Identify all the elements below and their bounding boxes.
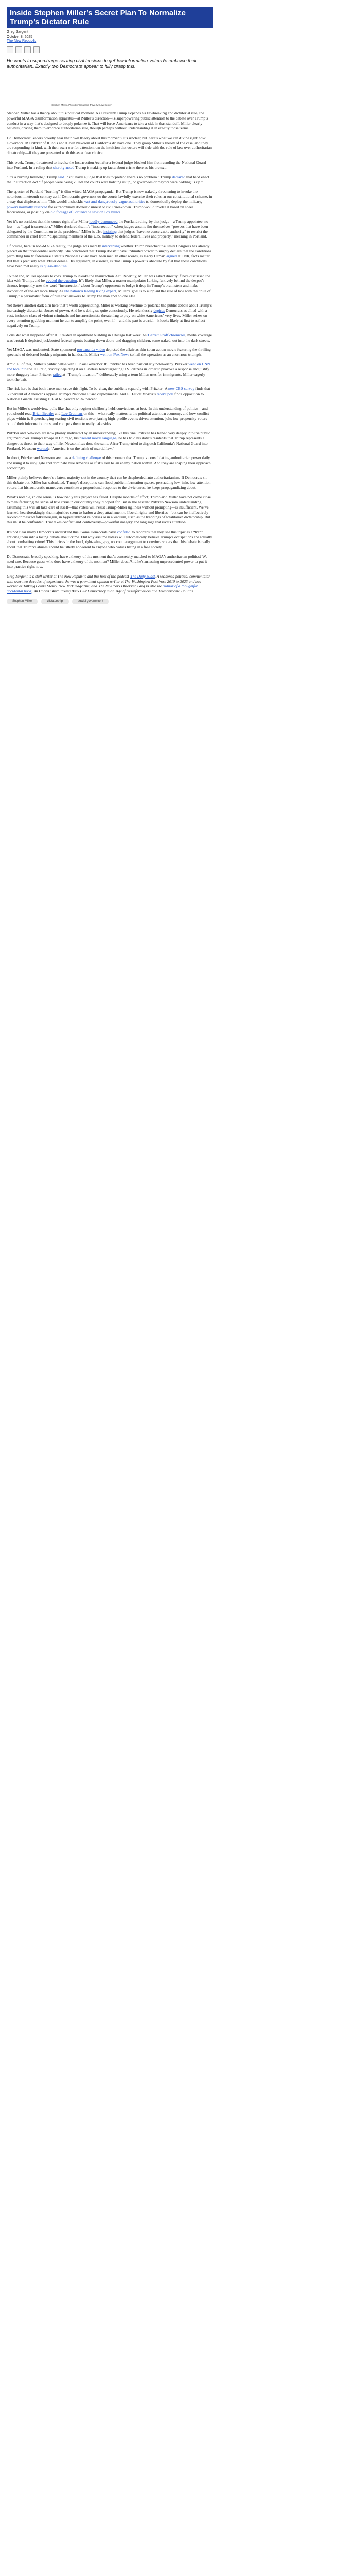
author-name: Greg Sargent — [7, 30, 29, 34]
article — [7, 7, 213, 604]
paragraph: Amid all of this, Miller’s public battle with Illinois Governor JB Pritzker has been particularly noteworthy. Pritzker went on CNN and tore into the ICE raid, vividly depicting it as a lawless terror targeting U.S. citizens in order to provoke a response and justify more thuggery later. Pritzker railed at “Trump’s invasion,” deliberately using a term Miller uses for immigrants. Miller eagerly took the bait. — [7, 362, 210, 382]
facebook-share-icon[interactable] — [7, 46, 13, 53]
headline-banner — [7, 7, 213, 28]
share-buttons — [7, 46, 213, 53]
reddit-share-icon[interactable] — [24, 46, 31, 53]
article-dek: He wants to supercharge searing civil tensions to get low-information voters to embrace their authoritarian. Exactly two Democrats appear to fully grasp this. — [7, 58, 197, 69]
publish-date: October 8, 2025 — [7, 35, 33, 39]
photo-caption: Stephen Miller. Photo by/ Southern Poverty Law Center — [51, 104, 112, 107]
paragraph: Of course, here in non-MAGA reality, the judge was merely intervening whether Trump breached the limits Congress has already placed on that presidential authority. She concluded that Trump doesn’t have unlimited power to simply declare that the conditions permitting him to federalize a state’s National Guard have been met. In other words, as Harry Litman argued at TNR, facts matter. But that’s precisely what Miller denies. His argument, in essence, is that Trump’s power is absolute by fiat that those conditions have been met really is quasi-absolute. — [7, 243, 211, 269]
tag-pill[interactable]: dictatorship — [41, 599, 69, 604]
paragraph: Do Democratic leaders broadly hear their own theory about this moment? It’s unclear, but here’s what we can divine right now: Governors JB Pritzker of Illinois and Gavin Newsom of California do have one. They grasp Miller’s theory of the case, and they are responding in kind, with their own war for attention, on the intuition that voters will side with the rule of law over authoritarian dictatorship—if they are presented with this as a clear choice. — [7, 135, 212, 156]
paragraph: Stephen Miller has a theory about this political moment. As President Trump expands his lawbreaking and dictatorial rule, the powerful MAGA disinformation apparatus—at Miller’s direction—is superpowering public attention to the debate over Trump’s conduct in a way that’s designed to deeply polarize it. That will force Americans to take a side in that standoff. Miller clearly believes, driving them to embrace authoritarian rule, though perhaps without understanding it in exactly those terms. — [7, 111, 208, 131]
paragraph: Miller plainly believes there’s a latent majority out in the country that can be shepherded into authoritarianism. If Democrats sit this debate out, Miller has calculated, Trump’s deceptions can flood public information spaces, persuading low-info, low-attention voters that his autocratic maneuvers constitute a proportional response to the civic unrest he keeps propagandizing about. — [7, 475, 211, 490]
paragraph: Pritzker and Newsom are now plainly motivated by an understanding like this one. Pritzker has leaned very deeply into the public argument over Trump’s troops in Chicago, his present moral language, he has told his state’s residents that Trump represents a dangerous threat to their way of life. Newsom has done the same. After Trump tried to dispatch California’s National Guard into Portland, Newsom warned: “America is on the brink of martial law.” — [7, 431, 210, 451]
paragraph: Yet it’s no accident that this comes right after Miller loudly denounced the Portland ruling by that judge—a Trump appointee, no less—as “legal insurrection.” Miller declared that it’s “insurrection” when judges assume for themselves “powers that have been delegated by the Constitution to the president.” Miller is also insisting that judges “have no conceivable authority” to restrict the commander in chief from “dispatching members of the U.S. military to defend federal lives and property,” meaning in Portland. — [7, 218, 208, 239]
author-bio: Greg Sargent is a staff writer at The New Republic and the host of the podcast The Daily Blast. A seasoned political commentator with over two decades of experience, he was a prominent opinion writer at The Washington Post from 2010 to 2023 and has worked at Talking Points Memo, New York magazine, and The New York Observer. Greg is also the author of a thoughtful accidental book, An Uncivil War: Taking Back Our Democracy in an Age of Disinformation and Thunderdome Politics. — [7, 573, 210, 594]
article-photo — [7, 74, 156, 104]
paragraph: Yet MAGA was undaunted. State-sponsored propaganda video depicted the affair as akin to an action movie featuring the thrilling spectacle of debased-looking migrants in handcuffs. Miller went on Fox News to hail the operation as an enormous triumph. — [7, 347, 211, 357]
twitter-share-icon[interactable] — [15, 46, 22, 53]
paragraph: Yet there’s another dark aim here that’s worth appreciating. Miller is working overtime to polarize the public debate about Trump’s increasingly dictatorial abuses of power. And he’s doing so quite consciously. He relentlessly depicts Democrats as allied with a vast, inchoate class of violent criminals and insurrectionists threatening to prey on white Americans’ very lives. Miller seizes on every attention-grabbing moment he can to amplify the point, even if—and this part is crucial—it looks likely at first to reflect negatively on Trump. — [7, 303, 212, 328]
article-title: Inside Stephen Miller’s Secret Plan To Normalize Trump’s Dictator Rule — [10, 9, 186, 26]
publication-link[interactable]: The New Republic — [7, 39, 37, 43]
photo-placeholder-icon — [7, 74, 156, 104]
paragraph: “It’s a burning hellhole,” Trump said. “You have a judge that tries to pretend there’s no problem.” Trump declared that he’d enact the Insurrection Act “if people were being killed and courts were holding us up, or governors or mayors were holding us up.” — [7, 175, 209, 184]
article-body — [7, 111, 213, 594]
paragraph: The risk here is that both these men crave this fight. To be clear, the public is squarely with Pritzker: A new CBS survey finds that 58 percent of Americans oppose Trump’s National Guard deployments. And G. Elliott Morris’s recent poll finds opposition to National Guards assisting ICE at 61 percent to 37 percent. — [7, 386, 210, 401]
paragraph: The specter of Portland “burning” is dim-witted MAGA propaganda. But Trump is now nakedly threatening to invoke the notorious nineteenth-century act if Democratic governors or the courts lawfully exercise their roles in our constitutional scheme, in a way that displeases him. This would unshackle vast and dangerously-vague authorities to domestically deploy the military, powers normally reserved for extraordinary domestic unrest or civil breakdown. Trump would invoke it based on sheer fabrications, or possibly on old footage of Portland he saw on Fox News. — [7, 189, 212, 214]
tag-list — [7, 599, 141, 604]
byline — [7, 30, 213, 44]
paragraph: But in Miller’s worldview, polls like that only register shallowly held convictions, at best. In this understanding of politics—and you should read Brian Beutler and Lee Drutman on this—what really matters is the political attention economy, and how conflict plays within it. Supercharging searing civil tensions over jarring high-profile events drives attention, jolts low-propensity voters out of their information ruts, and compels them to really take sides. — [7, 406, 209, 426]
paragraph: Consider what happened after ICE raided an apartment building in Chicago last week. As Garrett Graff chronicles, media coverage was brutal: It depicted jackbooted federal agents busting down doors and dragging children, some naked, out into the dark streets. — [7, 332, 212, 343]
tag-pill[interactable]: Stephen Miller — [7, 599, 38, 604]
paragraph: To that end, Miller appears to coax Trump to invoke the Insurrection Act. Recently, Miller was asked directly if he’s discussed the idea with Trump, and he evaded the question. It’s likely that Miller, a master manipulator lurking furtively behind the despot’s throne, frequently uses the word “insurrection” about Trump’s opponents to lodge it deep in Trump’s brain stem and make invocation of the act more likely. As the nation’s leading living expert, Miller’s goal is to supplant the rule of law with the “rule of Trump,” a personalist form of rule that answers to Trump the man and no one else. — [7, 273, 211, 298]
paragraph: What’s notable, in one sense, is how badly this project has failed. Despite months of effort, Trump and Miller have not come close to manufacturing the sense of true crisis in our country they’d hoped for. But in the nascent Pritzker-Newsom understanding, assuming this will all take care of itself—that voters will resist Trump-Miller ugliness without prompting—is insufficient. We’ve learned, heartbreakingly, that majorities seem to harbor a deep attachment to liberal rights and liberties—but can be ineffectively revved or masked folksinessgun, in hyperstablized velocities or in a vacuum, such as the trappings of totalitarian dictatorship. But this must be confronted. That takes conflict and controversy—powerful imagery and language that rivets attention. — [7, 495, 211, 525]
paragraph: In short, Pritzker and Newsom see it as a defining challenge of this moment that Trump is consolidating authoritarian power daily, and using it to subjugate and dominate blue America as if it’s akin to an enemy nation within. And they are shaping their approach accordingly. — [7, 455, 211, 470]
paragraph: Do Democrats, broadly speaking, have a theory of this moment that’s concretely matched to MAGA’s authoritarian politics? We need one. Because guess who does have a theory of the moment? Miller does. And he’s amassing unprecedented power to put it into practice right now. — [7, 554, 208, 569]
paragraph: This week, Trump threatened to invoke the Insurrection Act after a federal judge blocked him from sending the National Guard into Portland. In a ruling that sharply noted Trump is making up facts about crime there as his pretext. — [7, 160, 206, 170]
email-share-icon[interactable] — [33, 46, 40, 53]
paragraph: It’s not clear many Democrats understand this. Some Democrats have confided to reporters that they see this topic as a “trap” enticing them into a losing debate about crime. But why assume voters will automatically believe Trump’s occupations are actually about combatting crime? This thrives in the loud, right-wing gray, no counterargument to convince voters that this debate is really about that Trump’s abuses should be utterly abhorrent to anyone who values living in a free society. — [7, 529, 212, 550]
tag-pill[interactable]: social government — [72, 599, 109, 604]
